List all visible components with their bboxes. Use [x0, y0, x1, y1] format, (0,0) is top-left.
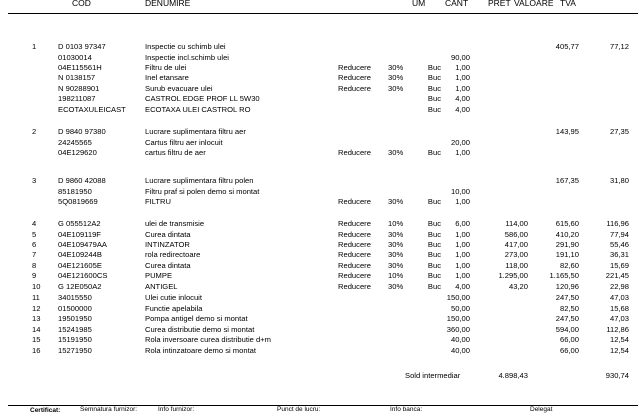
- cell-den: FILTRU: [145, 197, 172, 206]
- cell-den: PUMPE: [145, 271, 173, 280]
- cell-den: Lucrare suplimentara filtru polen: [145, 176, 254, 185]
- cell-red: Reducere: [338, 84, 371, 93]
- cell-den: Rola inversoare curea distributie d+m: [145, 335, 271, 344]
- cell-tva: 27,35: [609, 127, 629, 136]
- punct-lucru-label: Punct de lucru:: [277, 406, 321, 413]
- cell-cod: 04E121600CS: [58, 271, 108, 280]
- semnatura-label: Semnatura furnizor:: [80, 406, 138, 413]
- cell-pret: 273,00: [504, 250, 528, 259]
- cell-tva: 77,94: [609, 230, 629, 239]
- table-row: [0, 53, 640, 63]
- cell-val: 191,10: [555, 250, 579, 259]
- cell-tva: 15,68: [609, 304, 629, 313]
- cell-tva: 77,12: [609, 42, 629, 51]
- table-row: [0, 219, 640, 229]
- cell-cod: 15241985: [58, 325, 92, 334]
- cell-val: 291,90: [555, 240, 579, 249]
- cell-tva: 15,69: [609, 261, 629, 270]
- cell-cant: 1,00: [455, 84, 470, 93]
- cell-cant: 150,00: [446, 293, 470, 302]
- cell-cod: 5Q0819669: [58, 197, 98, 206]
- header-valoare: VALOARE: [514, 0, 554, 8]
- cell-cod: 24245565: [58, 138, 92, 147]
- cell-tva: 221,45: [605, 271, 629, 280]
- cell-nr: 16: [32, 346, 41, 355]
- cell-red: Reducere: [338, 230, 371, 239]
- info-furnizor-label: Info furnizor:: [158, 406, 195, 413]
- cell-um: Buc: [427, 219, 441, 228]
- cell-cod: D 9860 42088: [58, 176, 106, 185]
- cell-den: cartus filtru de aer: [145, 148, 206, 157]
- cell-val: 405,77: [555, 42, 579, 51]
- table-row: [0, 230, 640, 240]
- cell-pct: 10%: [388, 271, 404, 280]
- cell-val: 120,96: [555, 282, 579, 291]
- table-row: [0, 105, 640, 115]
- cell-nr: 6: [32, 240, 37, 249]
- cell-nr: 1: [32, 42, 37, 51]
- cell-pret: 43,20: [508, 282, 528, 291]
- cell-cant: 1,00: [455, 250, 470, 259]
- cell-den: Cartus filtru aer inlocuit: [145, 138, 223, 147]
- cell-pret: 1.295,00: [498, 271, 528, 280]
- cell-val: 615,60: [555, 219, 579, 228]
- cell-pret: 118,00: [505, 261, 528, 270]
- cell-den: Inel etansare: [145, 73, 189, 82]
- cell-cant: 90,00: [450, 53, 470, 62]
- cell-cant: 40,00: [450, 335, 470, 344]
- cell-nr: 9: [32, 271, 37, 280]
- cell-den: ECOTAXA ULEI CASTROL RO: [145, 105, 251, 114]
- cell-val: 82,50: [559, 304, 579, 313]
- table-row: [0, 293, 640, 303]
- cell-den: Rola intinzatoare demo si montat: [145, 346, 257, 355]
- cell-nr: 13: [32, 314, 41, 323]
- cell-val: 410,20: [555, 230, 579, 239]
- certificat-label: Certificat:: [30, 407, 61, 414]
- cell-cod: N 90288901: [58, 84, 100, 93]
- cell-cod: 01500000: [58, 304, 92, 313]
- cell-cant: 1,00: [455, 261, 470, 270]
- cell-tva: 47,03: [609, 314, 629, 323]
- cell-cod: 19501950: [58, 314, 92, 323]
- cell-cant: 40,00: [450, 346, 470, 355]
- cell-um: Buc: [427, 250, 441, 259]
- header-cant: CANT: [445, 0, 469, 8]
- cell-cod: 34015550: [58, 293, 92, 302]
- table-row: [0, 282, 640, 292]
- cell-nr: 4: [32, 219, 37, 228]
- table-row: [0, 94, 640, 104]
- cell-um: Buc: [427, 105, 441, 114]
- cell-tva: 36,31: [609, 250, 629, 259]
- table-header: [0, 0, 640, 14]
- cell-cod: 198211087: [58, 94, 96, 103]
- cell-cod: 15271950: [58, 346, 92, 355]
- cell-cant: 150,00: [446, 314, 470, 323]
- cell-um: Buc: [427, 84, 441, 93]
- cell-nr: 12: [32, 304, 41, 313]
- cell-pct: 30%: [388, 73, 404, 82]
- cell-cant: 1,00: [455, 148, 470, 157]
- cell-cant: 4,00: [455, 94, 470, 103]
- cell-tva: 22,98: [609, 282, 629, 291]
- table-row: [0, 261, 640, 271]
- table-row: [0, 250, 640, 260]
- cell-den: Functie apelabila: [145, 304, 203, 313]
- cell-cod: ECOTAXULEICAST: [58, 105, 126, 114]
- cell-um: Buc: [427, 271, 441, 280]
- cell-um: Buc: [427, 261, 441, 270]
- cell-pret: 114,00: [505, 219, 528, 228]
- table-row: [0, 187, 640, 197]
- table-row: [0, 176, 640, 186]
- cell-cant: 1,00: [455, 73, 470, 82]
- table-row: [0, 325, 640, 335]
- cell-cod: 01030014: [58, 53, 92, 62]
- header-um: UM: [412, 0, 426, 8]
- cell-pct: 30%: [388, 197, 404, 206]
- cell-den: Inspectie incl.schimb ulei: [145, 53, 229, 62]
- table-row: [0, 346, 640, 356]
- cell-cant: 4,00: [455, 105, 470, 114]
- cell-um: Buc: [427, 282, 441, 291]
- table-row: [0, 335, 640, 345]
- cell-pct: 30%: [388, 230, 404, 239]
- cell-nr: 7: [32, 250, 37, 259]
- cell-cod: 04E121605E: [58, 261, 102, 270]
- cell-cant: 1,00: [455, 197, 470, 206]
- cell-val: 143,95: [555, 127, 579, 136]
- cell-red: Reducere: [338, 63, 371, 72]
- cell-cod: 04E115561H: [58, 63, 102, 72]
- cell-nr: 8: [32, 261, 37, 270]
- cell-cod: 04E109119F: [58, 230, 101, 239]
- cell-nr: 2: [32, 127, 37, 136]
- cell-um: Buc: [427, 230, 441, 239]
- cell-um: Buc: [427, 94, 441, 103]
- cell-nr: 3: [32, 176, 37, 185]
- cell-den: Surub evacuare ulei: [145, 84, 213, 93]
- cell-cant: 4,00: [455, 282, 470, 291]
- table-row: [0, 84, 640, 94]
- cell-pct: 30%: [388, 148, 404, 157]
- cell-tva: 112,86: [606, 325, 629, 334]
- table-row: [0, 271, 640, 281]
- cell-tva: 31,80: [609, 176, 629, 185]
- cell-cod: G 055512A2: [58, 219, 101, 228]
- cell-um: Buc: [427, 73, 441, 82]
- cell-red: Reducere: [338, 148, 371, 157]
- cell-um: Buc: [427, 240, 441, 249]
- cell-val: 247,50: [555, 314, 579, 323]
- cell-red: Reducere: [338, 261, 371, 270]
- table-row: [0, 240, 640, 250]
- cell-cant: 50,00: [450, 304, 470, 313]
- table-row: [0, 197, 640, 207]
- cell-den: CASTROL EDGE PROF LL 5W30: [145, 94, 260, 103]
- cell-nr: 11: [32, 293, 40, 302]
- delegat-label: Delegat: [530, 406, 553, 413]
- cell-den: Curea distributie demo si montat: [145, 325, 255, 334]
- subtotal-label: Sold intermediar: [405, 371, 461, 380]
- cell-cant: 1,00: [455, 63, 470, 72]
- cell-cant: 1,00: [455, 271, 470, 280]
- cell-pret: 417,00: [504, 240, 528, 249]
- cell-tva: 55,46: [609, 240, 629, 249]
- cell-red: Reducere: [338, 282, 371, 291]
- cell-den: ANTIGEL: [145, 282, 178, 291]
- cell-cant: 10,00: [450, 187, 470, 196]
- cell-nr: 15: [32, 335, 41, 344]
- cell-val: 82,60: [559, 261, 579, 270]
- cell-tva: 12,54: [609, 335, 629, 344]
- cell-pret: 586,00: [504, 230, 528, 239]
- header-cod: COD: [72, 0, 91, 8]
- info-banca-label: Info banca:: [390, 406, 423, 413]
- cell-cod: 15191950: [58, 335, 92, 344]
- header-tva: TVA: [560, 0, 576, 8]
- cell-val: 247,50: [555, 293, 579, 302]
- cell-cod: 04E109479AA: [58, 240, 107, 249]
- cell-red: Reducere: [338, 271, 371, 280]
- cell-cod: 04E129620: [58, 148, 97, 157]
- cell-den: Filtru praf si polen demo si montat: [145, 187, 260, 196]
- cell-cod: D 9840 97380: [58, 127, 106, 136]
- cell-red: Reducere: [338, 240, 371, 249]
- header-denumire: DENUMIRE: [145, 0, 191, 8]
- table-row: [0, 304, 640, 314]
- cell-den: INTINZATOR: [145, 240, 190, 249]
- cell-val: 1.165,50: [549, 271, 579, 280]
- cell-red: Reducere: [338, 73, 371, 82]
- cell-den: Lucrare suplimentara filtru aer: [145, 127, 246, 136]
- cell-um: Buc: [427, 63, 441, 72]
- header-pret: PRET: [488, 0, 511, 8]
- cell-den: Curea dintata: [145, 261, 191, 270]
- header-divider: [8, 13, 638, 14]
- cell-red: Reducere: [338, 197, 371, 206]
- cell-den: Inspectie cu schimb ulei: [145, 42, 226, 51]
- cell-cod: N 0138157: [58, 73, 96, 82]
- cell-pct: 30%: [388, 84, 404, 93]
- cell-tva: 116,96: [606, 219, 629, 228]
- table-row: [0, 314, 640, 324]
- cell-den: Ulei cutie inlocuit: [145, 293, 202, 302]
- table-row: [0, 148, 640, 158]
- cell-val: 66,00: [559, 335, 579, 344]
- subtotal-value: 4.898,43: [498, 371, 528, 380]
- cell-pct: 30%: [388, 261, 404, 270]
- cell-cod: G 12E050A2: [58, 282, 102, 291]
- cell-red: Reducere: [338, 250, 371, 259]
- cell-val: 167,35: [555, 176, 579, 185]
- cell-um: Buc: [427, 148, 441, 157]
- cell-cant: 1,00: [455, 230, 470, 239]
- cell-um: Buc: [427, 197, 441, 206]
- table-row: [0, 63, 640, 73]
- cell-den: rola redirectoare: [145, 250, 201, 259]
- cell-pct: 30%: [388, 250, 404, 259]
- cell-cod: 85181950: [58, 187, 92, 196]
- cell-cant: 20,00: [450, 138, 470, 147]
- cell-nr: 10: [32, 282, 41, 291]
- table-row: [0, 42, 640, 52]
- cell-cant: 6,00: [455, 219, 470, 228]
- cell-den: Pompa antigel demo si montat: [145, 314, 248, 323]
- cell-nr: 14: [32, 325, 41, 334]
- cell-red: Reducere: [338, 219, 371, 228]
- cell-pct: 30%: [388, 63, 404, 72]
- cell-pct: 30%: [388, 282, 404, 291]
- cell-cant: 360,00: [446, 325, 470, 334]
- cell-den: ulei de transmisie: [145, 219, 205, 228]
- cell-nr: 5: [32, 230, 37, 239]
- subtotal-tva: 930,74: [605, 371, 629, 380]
- cell-cant: 1,00: [455, 240, 470, 249]
- cell-val: 594,00: [555, 325, 579, 334]
- cell-tva: 47,03: [609, 293, 629, 302]
- table-row: [0, 127, 640, 137]
- cell-cod: D 0103 97347: [58, 42, 106, 51]
- cell-pct: 10%: [388, 219, 404, 228]
- cell-den: Curea dintata: [145, 230, 191, 239]
- cell-val: 66,00: [559, 346, 579, 355]
- cell-cod: 04E109244B: [58, 250, 102, 259]
- cell-tva: 12,54: [609, 346, 629, 355]
- cell-den: Filtru de ulei: [145, 63, 187, 72]
- table-row: [0, 73, 640, 83]
- table-row: [0, 138, 640, 148]
- cell-pct: 30%: [388, 240, 404, 249]
